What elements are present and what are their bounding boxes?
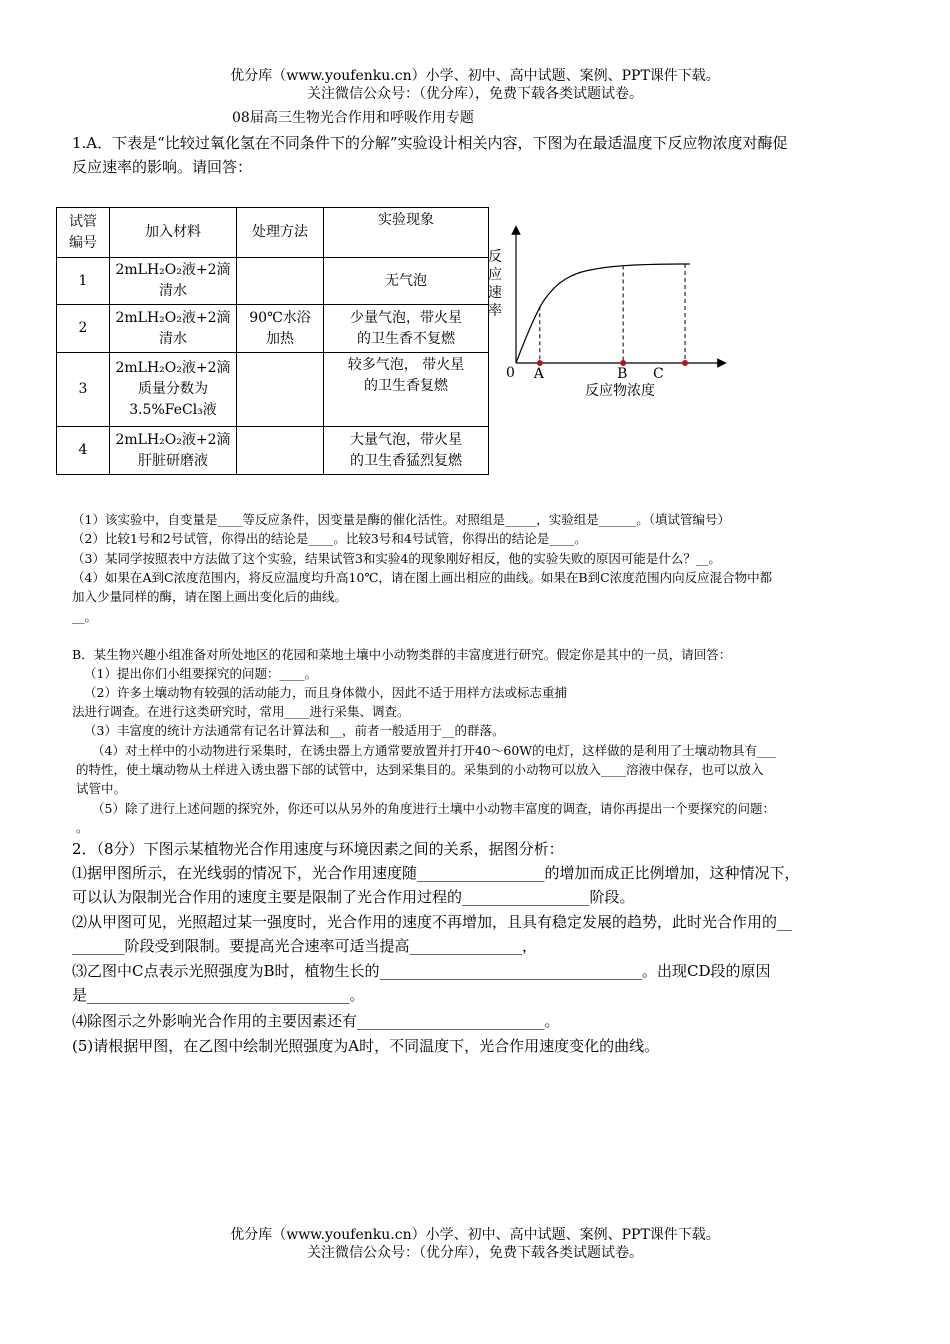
qb-line-2: （2）许多土壤动物有较强的活动能力，而且身体微小，因此不适于用样方法或标志重捕 xyxy=(84,685,567,700)
row4-material-line2: 肝脏研磨液 xyxy=(138,452,208,469)
row2-id: 2 xyxy=(57,305,110,353)
row3-id: 3 xyxy=(57,353,110,427)
row4-id: 4 xyxy=(57,427,110,475)
x-axis-label: 反应物浓度 xyxy=(585,383,655,399)
origin-label: 0 xyxy=(506,365,515,381)
experiment-table xyxy=(56,207,489,475)
row3-material-line2: 质量分数为 xyxy=(138,381,208,397)
q1-question-4b: 加入少量同样的酶，请在图上画出变化后的曲线。 xyxy=(72,589,348,604)
q2-line-2a: ⑵从甲图可见，光照超过某一强度时，光合作用的速度不再增加，且具有稳定发展的趋势，此时光合作用的__ xyxy=(72,913,793,931)
header-tube-a: 试管 xyxy=(69,213,97,230)
q2-line-3a: ⑶乙图中C点表示光照强度为B时，植物生长的___________________________________。出现CD段的原因 xyxy=(72,962,771,980)
marker-label-C: C xyxy=(653,366,664,382)
row3-material xyxy=(110,353,237,427)
row1-material-line2: 清水 xyxy=(159,283,187,299)
q1-question-3: （3）某同学按照表中方法做了这个实验，结果试管3和实验4的现象刚好相反，他的实验失败的原因可能是什么？__。 xyxy=(72,551,721,566)
table-header-row xyxy=(57,208,489,258)
row3-phenomenon xyxy=(324,353,489,427)
qb-line-5: （4）对土样中的小动物进行采集时，在诱虫器上方通常要放置并打开40～60W的电灯，这样做的是利用了土壤动物具有___ xyxy=(92,743,776,758)
q2-intro: 2．（8分）下图示某植物光合作用速度与环境因素之间的关系，据图分析： xyxy=(72,840,564,858)
row3-method xyxy=(237,353,324,427)
q2-line-3b: 是___________________________________。 xyxy=(72,986,365,1004)
row1-phenomenon: 无气泡 xyxy=(324,258,489,305)
row3-material-line3: 3.5%FeCl₃液 xyxy=(129,402,217,418)
row2-phenomenon xyxy=(324,305,489,353)
y-axis-label-char: 反 xyxy=(488,249,502,265)
qb-line-7: 试管中。 xyxy=(76,781,127,796)
header-method: 处理方法 xyxy=(237,208,324,258)
table-row xyxy=(57,427,489,475)
qb-line-3: 法进行调查。在进行这类研究时，常用____进行采集、调查。 xyxy=(72,704,410,719)
header-phenomenon: 实验现象 xyxy=(324,208,489,258)
marker-point-C xyxy=(682,360,688,366)
row4-phenomenon-line1: 大量气泡，带火星 xyxy=(350,431,462,448)
page-footer-line2: 关注微信公众号：（优分库），免费下载各类试题试卷。 xyxy=(307,1245,643,1261)
row2-method-line2: 加热 xyxy=(266,330,294,347)
enzyme-rate-chart xyxy=(484,220,734,410)
q1-question-4c: __。 xyxy=(72,609,98,624)
page-header-line1: 优分库（www.youfenku.cn）小学、初中、高中试题、案例、PPT课件下载。 xyxy=(230,68,720,84)
row2-material xyxy=(110,305,237,353)
row4-phenomenon-line2: 的卫生香猛烈复燃 xyxy=(350,452,462,469)
row2-method xyxy=(237,305,324,353)
row2-material-line2: 清水 xyxy=(159,330,187,347)
row1-id: 1 xyxy=(57,258,110,305)
row3-material-line1: 2mLH₂O₂液+2滴 xyxy=(115,360,231,376)
row4-material xyxy=(110,427,237,475)
marker-label-B: B xyxy=(617,366,628,382)
qb-line-1: （1）提出你们小组要探究的问题：____。 xyxy=(84,666,317,681)
header-tube-number xyxy=(57,208,110,258)
marker-label-A: A xyxy=(533,366,544,382)
y-axis-label-char: 应 xyxy=(488,267,502,283)
q1-intro-line2: 反应速率的影响。请回答： xyxy=(72,158,253,176)
row1-material-line1: 2mLH₂O₂液+2滴 xyxy=(115,262,231,278)
q1-question-1: （1）该实验中，自变量是____等反应条件，因变量是酶的催化活性。对照组是_____，实验组是______。（填试管编号） xyxy=(72,512,730,527)
qb-line-8: （5）除了进行上述问题的探究外，你还可以从另外的角度进行土壤中小动物丰富度的调查，请你再提出一个要探究的问题： xyxy=(92,801,775,816)
q2-line-1b: 可以认为限制光合作用的速度主要是限制了光合作用过程的_________________阶段。 xyxy=(72,888,635,906)
row2-phenomenon-line2: 的卫生香不复燃 xyxy=(357,330,455,347)
q1-question-2: （2）比较1号和2号试管，你得出的结论是____。比较3号和4号试管，你得出的结论是____。 xyxy=(72,531,587,546)
row3-phenomenon-line1: 较多气泡， 带火星 xyxy=(347,357,465,373)
q2-line-2b: _______阶段受到限制。要提高光合速率可适当提高_______________， xyxy=(72,937,538,955)
q2-line-4: ⑷除图示之外影响光合作用的主要因素还有_________________________。 xyxy=(72,1012,560,1030)
row1-material xyxy=(110,258,237,305)
row1-method xyxy=(237,258,324,305)
header-tube-b: 编号 xyxy=(69,234,97,251)
concentration-markers xyxy=(533,264,688,382)
header-material: 加入材料 xyxy=(110,208,237,258)
page-footer-line1: 优分库（www.youfenku.cn）小学、初中、高中试题、案例、PPT课件下载。 xyxy=(230,1227,720,1243)
row4-material-line1: 2mLH₂O₂液+2滴 xyxy=(115,431,231,448)
document-title: 08届高三生物光合作用和呼吸作用专题 xyxy=(232,110,474,126)
row4-phenomenon xyxy=(324,427,489,475)
row3-phenomenon-line2: 的卫生香复燃 xyxy=(364,378,448,394)
table-row xyxy=(57,305,489,353)
row4-method xyxy=(237,427,324,475)
q2-line-1a: ⑴据甲图所示，在光线弱的情况下，光合作用速度随_________________的增加而成正比例增加，这种情况下， xyxy=(72,864,800,882)
y-axis-label xyxy=(488,249,502,319)
qb-intro: B．某生物兴趣小组准备对所处地区的花园和菜地土壤中小动物类群的丰富度进行研究。假定你是其中的一员，请回答： xyxy=(72,647,732,662)
q1-intro-line1: 1.A．下表是“比较过氧化氢在不同条件下的分解”实验设计相关内容，下图为在最适温度下反应物浓度对酶促 xyxy=(72,134,788,152)
row2-method-line1: 90℃水浴 xyxy=(249,309,311,326)
q1-question-4a: （4）如果在A到C浓度范围内，将反应温度均升高10℃，请在图上画出相应的曲线。如果在B到C浓度范围内向反应混合物中都 xyxy=(72,570,773,585)
y-axis-label-char: 速 xyxy=(488,285,502,301)
page-header-line2: 关注微信公众号：（优分库），免费下载各类试题试卷。 xyxy=(307,86,643,102)
qb-line-6: 的特性，使土壤动物从土样进入诱虫器下部的试管中，达到采集目的。采集到的小动物可以放入____溶液中保存，也可以放入 xyxy=(76,762,764,777)
row2-phenomenon-line1: 少量气泡，带火星 xyxy=(350,309,462,326)
qb-line-9: 。 xyxy=(76,820,89,835)
row2-material-line1: 2mLH₂O₂液+2滴 xyxy=(115,309,231,326)
q2-line-5: (5)请根据甲图，在乙图中绘制光照强度为A时，不同温度下，光合作用速度变化的曲线。 xyxy=(72,1037,660,1055)
rate-curve xyxy=(516,264,690,363)
table-row xyxy=(57,353,489,427)
table-row xyxy=(57,258,489,305)
y-axis-label-char: 率 xyxy=(488,303,502,319)
qb-line-4: （3）丰富度的统计方法通常有记名计算法和__，前者一般适用于__的群落。 xyxy=(84,723,505,738)
